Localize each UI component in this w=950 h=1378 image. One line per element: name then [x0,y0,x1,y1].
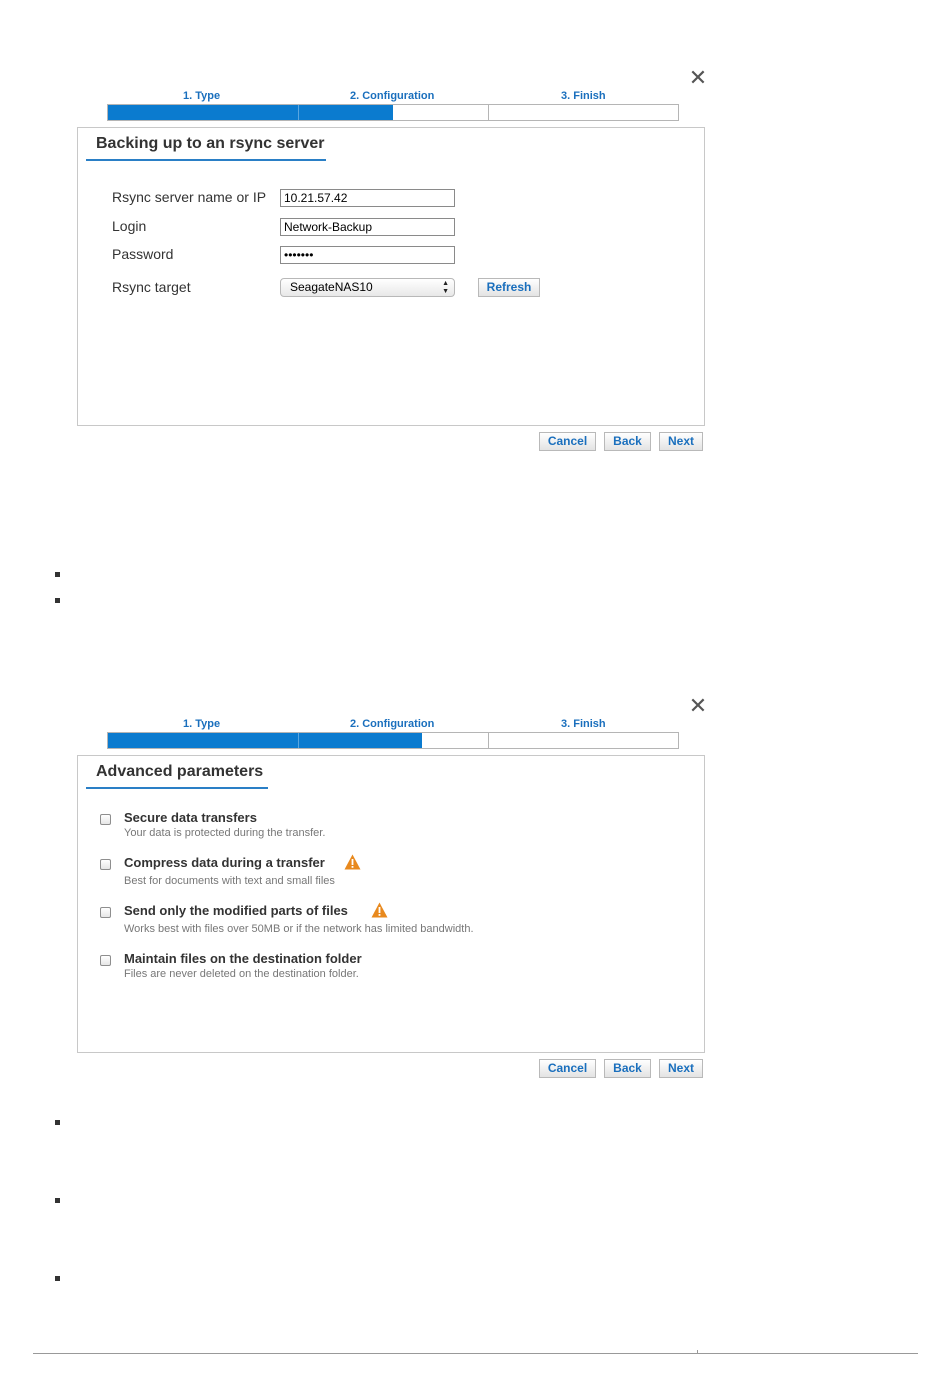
login-label: Login [112,218,147,234]
server-label: Rsync server name or IP [112,189,267,205]
option-title: Compress data during a transfer [124,855,325,870]
close-icon[interactable]: ✕ [688,65,708,90]
list-bullet [55,1198,60,1203]
rsync-target-label: Rsync target [112,279,191,295]
list-bullet [55,1276,60,1281]
footer-divider [33,1353,918,1354]
rsync-server-panel [77,127,705,426]
panel-title: Advanced parameters [96,763,264,780]
list-bullet [55,572,60,577]
option-description: Your data is protected during the transfer. [124,827,326,839]
list-bullet [55,1120,60,1125]
login-input[interactable] [280,218,455,236]
step-type-label: 1. Type [183,718,221,730]
server-input[interactable] [280,189,455,207]
back-button[interactable]: Back [604,1059,651,1078]
option-title: Secure data transfers [124,810,257,825]
warning-icon [371,902,388,918]
next-button[interactable]: Next [659,432,703,451]
rsync-target-value: SeagateNAS10 [290,280,373,294]
close-icon[interactable]: ✕ [688,693,708,718]
cancel-button[interactable]: Cancel [539,1059,596,1078]
panel-title-underline [86,787,268,789]
step-configuration-label: 2. Configuration [350,90,435,102]
wizard-progress-bar [107,104,679,121]
step-finish-label: 3. Finish [561,718,606,730]
step-finish-label: 3. Finish [561,90,606,102]
option-description: Best for documents with text and small files [124,875,335,887]
compress-data-checkbox[interactable] [100,859,111,870]
rsync-target-select[interactable] [280,278,455,297]
progress-fill [108,733,422,748]
panel-title: Backing up to an rsync server [96,135,325,152]
password-label: Password [112,246,174,262]
advanced-parameters-panel [77,755,705,1053]
panel-title-underline [86,159,326,161]
option-title: Maintain files on the destination folder [124,951,362,966]
password-input[interactable] [280,246,455,264]
secure-transfers-checkbox[interactable] [100,814,111,825]
option-title: Send only the modified parts of files [124,903,348,918]
cancel-button[interactable]: Cancel [539,432,596,451]
maintain-files-checkbox[interactable] [100,955,111,966]
refresh-button[interactable]: Refresh [478,278,540,297]
warning-icon [344,854,361,870]
progress-fill [108,105,393,120]
back-button[interactable]: Back [604,432,651,451]
send-modified-parts-checkbox[interactable] [100,907,111,918]
option-description: Works best with files over 50MB or if the network has limited bandwidth. [124,923,474,935]
updown-arrows-icon: ▲ ▼ [442,280,449,295]
next-button[interactable]: Next [659,1059,703,1078]
step-type-label: 1. Type [183,90,221,102]
step-configuration-label: 2. Configuration [350,718,435,730]
option-description: Files are never deleted on the destination folder. [124,968,359,980]
wizard-progress-bar [107,732,679,749]
list-bullet [55,598,60,603]
